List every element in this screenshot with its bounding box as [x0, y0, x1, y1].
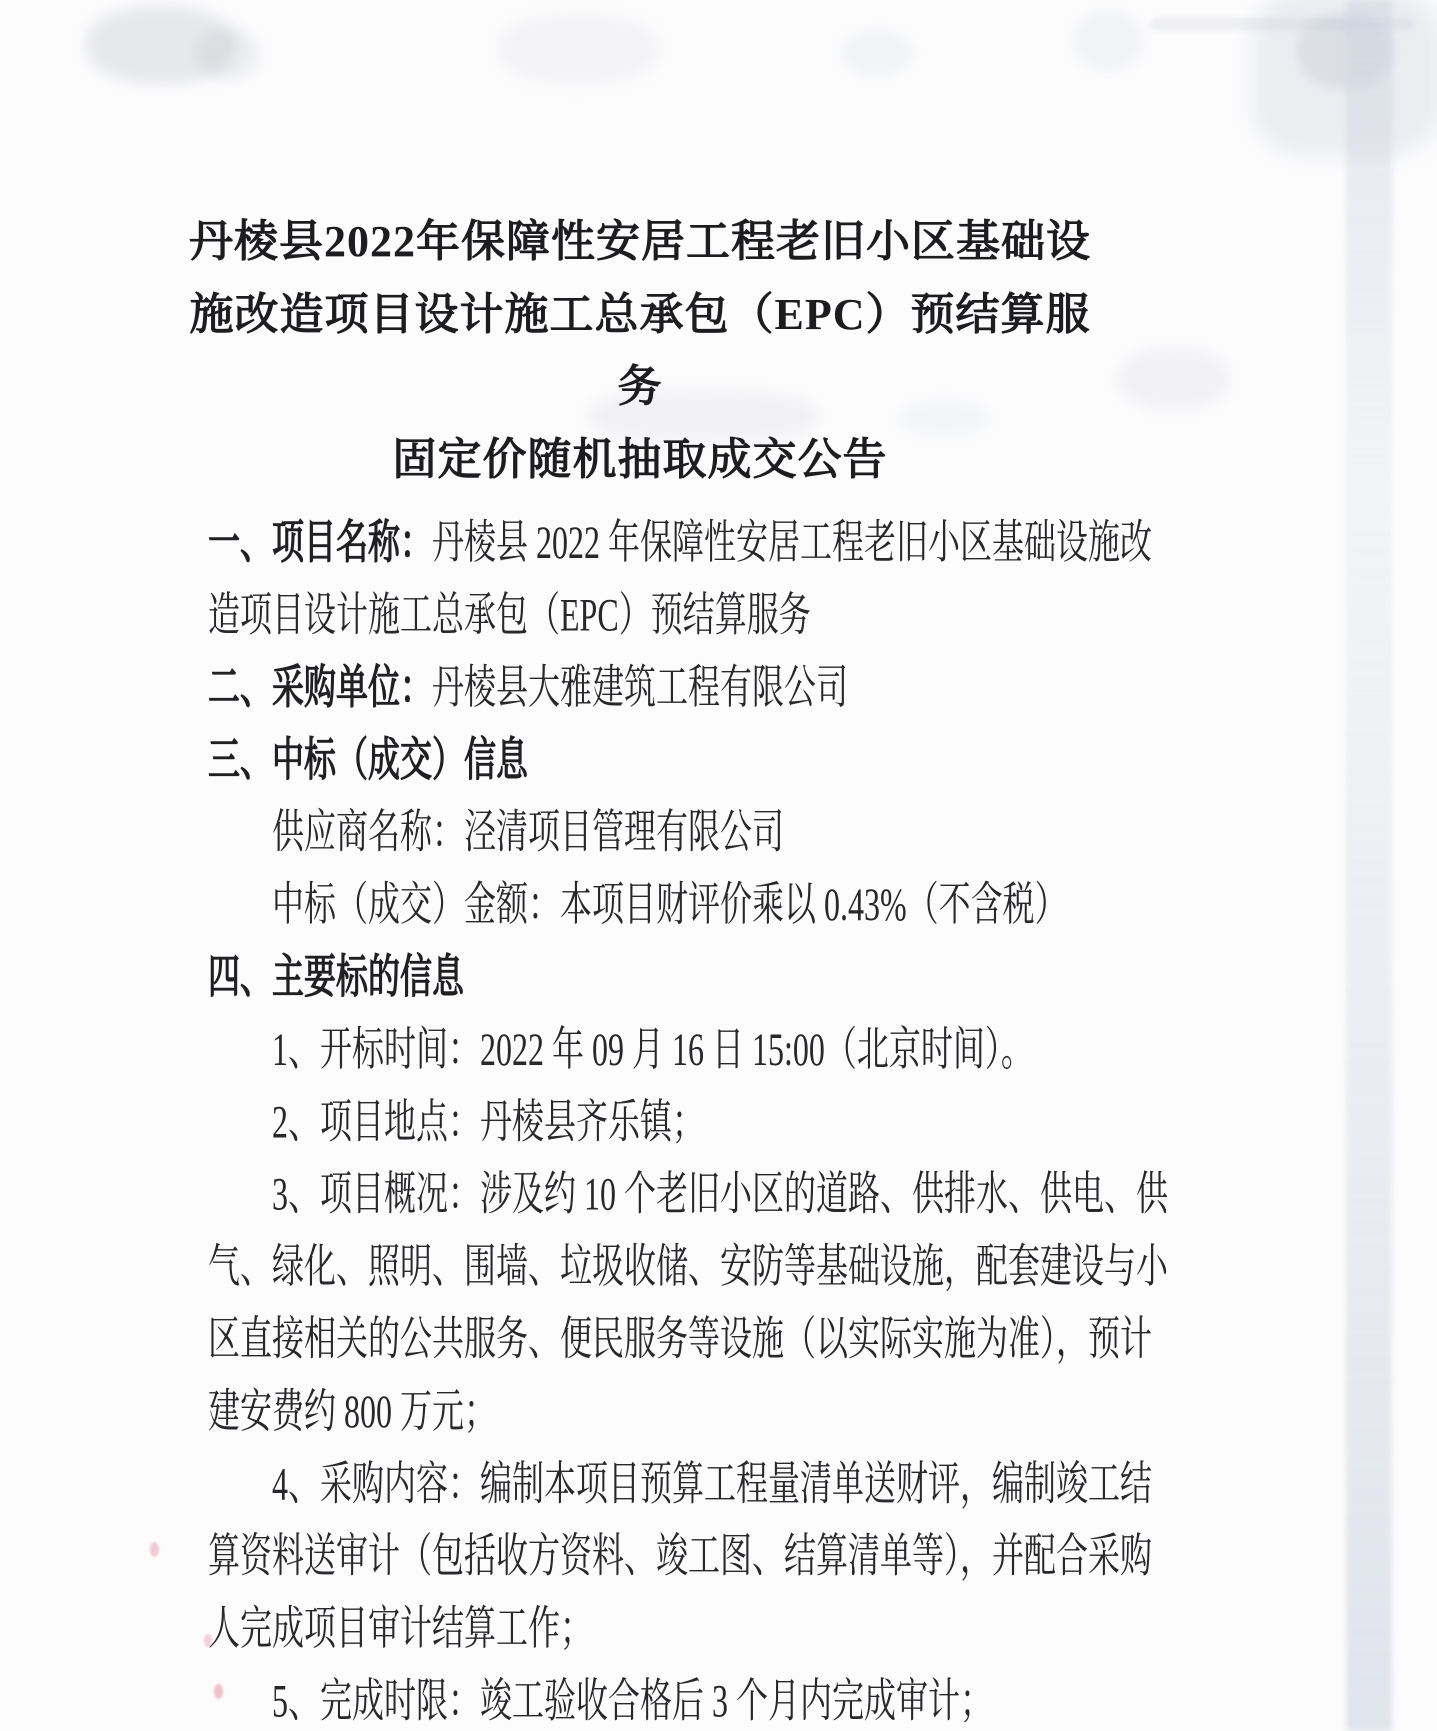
scan-smudge-top-center-2 — [840, 30, 914, 76]
procurement-content-line-2 — [208, 1520, 1208, 1592]
completion-deadline-text: 5、完成时限：竣工验收合格后 3 个月内完成审计； — [272, 1674, 993, 1727]
award-amount-line — [208, 868, 1208, 940]
project-name-line-1 — [208, 506, 1208, 578]
title-line-3: 固定价随机抽取成交公告 — [392, 434, 888, 484]
purchaser-name-text: 丹棱县大雅建筑工程有限公司 — [432, 660, 849, 714]
project-location-text: 2、项目地点：丹棱县齐乐镇； — [272, 1095, 705, 1148]
scan-pink-speck-1 — [150, 1542, 159, 1557]
project-overview-text-2: 气、绿化、照明、围墙、垃圾收储、安防等基础设施，配套建设与小 — [208, 1240, 1169, 1293]
bid-opening-time-line — [208, 1013, 1208, 1085]
scan-smudge-top-left — [86, 6, 236, 84]
procurement-content-line-3 — [208, 1592, 1208, 1664]
award-info-heading-line — [208, 723, 1208, 795]
document-title — [170, 206, 1110, 496]
scan-ghost-right-of-title — [1118, 348, 1230, 410]
project-name-line-2 — [208, 578, 1208, 650]
supplier-name-text: 供应商名称：泾清项目管理有限公司 — [272, 805, 785, 858]
project-location-line — [208, 1085, 1208, 1157]
project-overview-line-2 — [208, 1230, 1208, 1302]
award-amount-text: 中标（成交）金额：本项目财评价乘以 0.43%（不含税） — [272, 878, 1067, 931]
project-name-text-1: 丹棱县 2022 年保障性安居工程老旧小区基础设施改 — [432, 516, 1153, 569]
scan-smudge-top-center — [498, 14, 658, 84]
scan-smudge-top-right-2 — [1298, 14, 1392, 88]
project-overview-text-1: 3、项目概况：涉及约 10 个老旧小区的道路、供排水、供电、供 — [272, 1167, 1169, 1220]
supplier-name-line — [208, 796, 1208, 868]
project-overview-line-1 — [208, 1158, 1208, 1230]
procurement-content-text-1: 4、采购内容：编制本项目预算工程量清单送财评，编制竣工结 — [272, 1457, 1153, 1510]
scan-smudge-top-center-3 — [1072, 10, 1144, 72]
title-line-2: 施改造项目设计施工总承包（EPC）预结算服务 — [189, 289, 1091, 411]
subject-info-heading-line — [208, 940, 1208, 1012]
section-3-heading: 三、中标（成交）信息 — [208, 733, 529, 786]
section-2-heading: 二、采购单位： — [208, 660, 433, 714]
scan-streak-top-right — [1150, 18, 1415, 30]
project-overview-text-3: 区直接相关的公共服务、便民服务等设施（以实际实施为准），预计 — [208, 1312, 1153, 1365]
procurement-content-text-2: 算资料送审计（包括收方资料、竣工图、结算清单等），并配合采购 — [208, 1529, 1153, 1582]
section-4-heading: 四、主要标的信息 — [208, 950, 465, 1003]
scan-smudge-top-right — [1252, 0, 1437, 156]
project-name-text-2: 造项目设计施工总承包（EPC）预结算服务 — [208, 588, 811, 641]
project-overview-text-4: 建安费约 800 万元； — [208, 1384, 497, 1438]
purchaser-line — [208, 651, 1208, 723]
procurement-content-line-1 — [208, 1447, 1208, 1519]
project-overview-line-3 — [208, 1302, 1208, 1374]
completion-deadline-line — [208, 1664, 1208, 1731]
section-1-heading: 一、项目名称： — [208, 516, 433, 569]
scan-smudge-top-left-2 — [196, 28, 260, 80]
procurement-content-text-3: 人完成项目审计结算工作； — [208, 1602, 593, 1655]
title-line-1: 丹棱县2022年保障性安居工程老旧小区基础设 — [189, 217, 1091, 266]
document-body — [208, 506, 1208, 1731]
bid-opening-time-text: 1、开标时间：2022 年 09 月 16 日 15:00（北京时间）。 — [272, 1022, 1033, 1076]
project-overview-line-4 — [208, 1375, 1208, 1447]
scan-band-right-edge — [1346, 0, 1392, 1731]
